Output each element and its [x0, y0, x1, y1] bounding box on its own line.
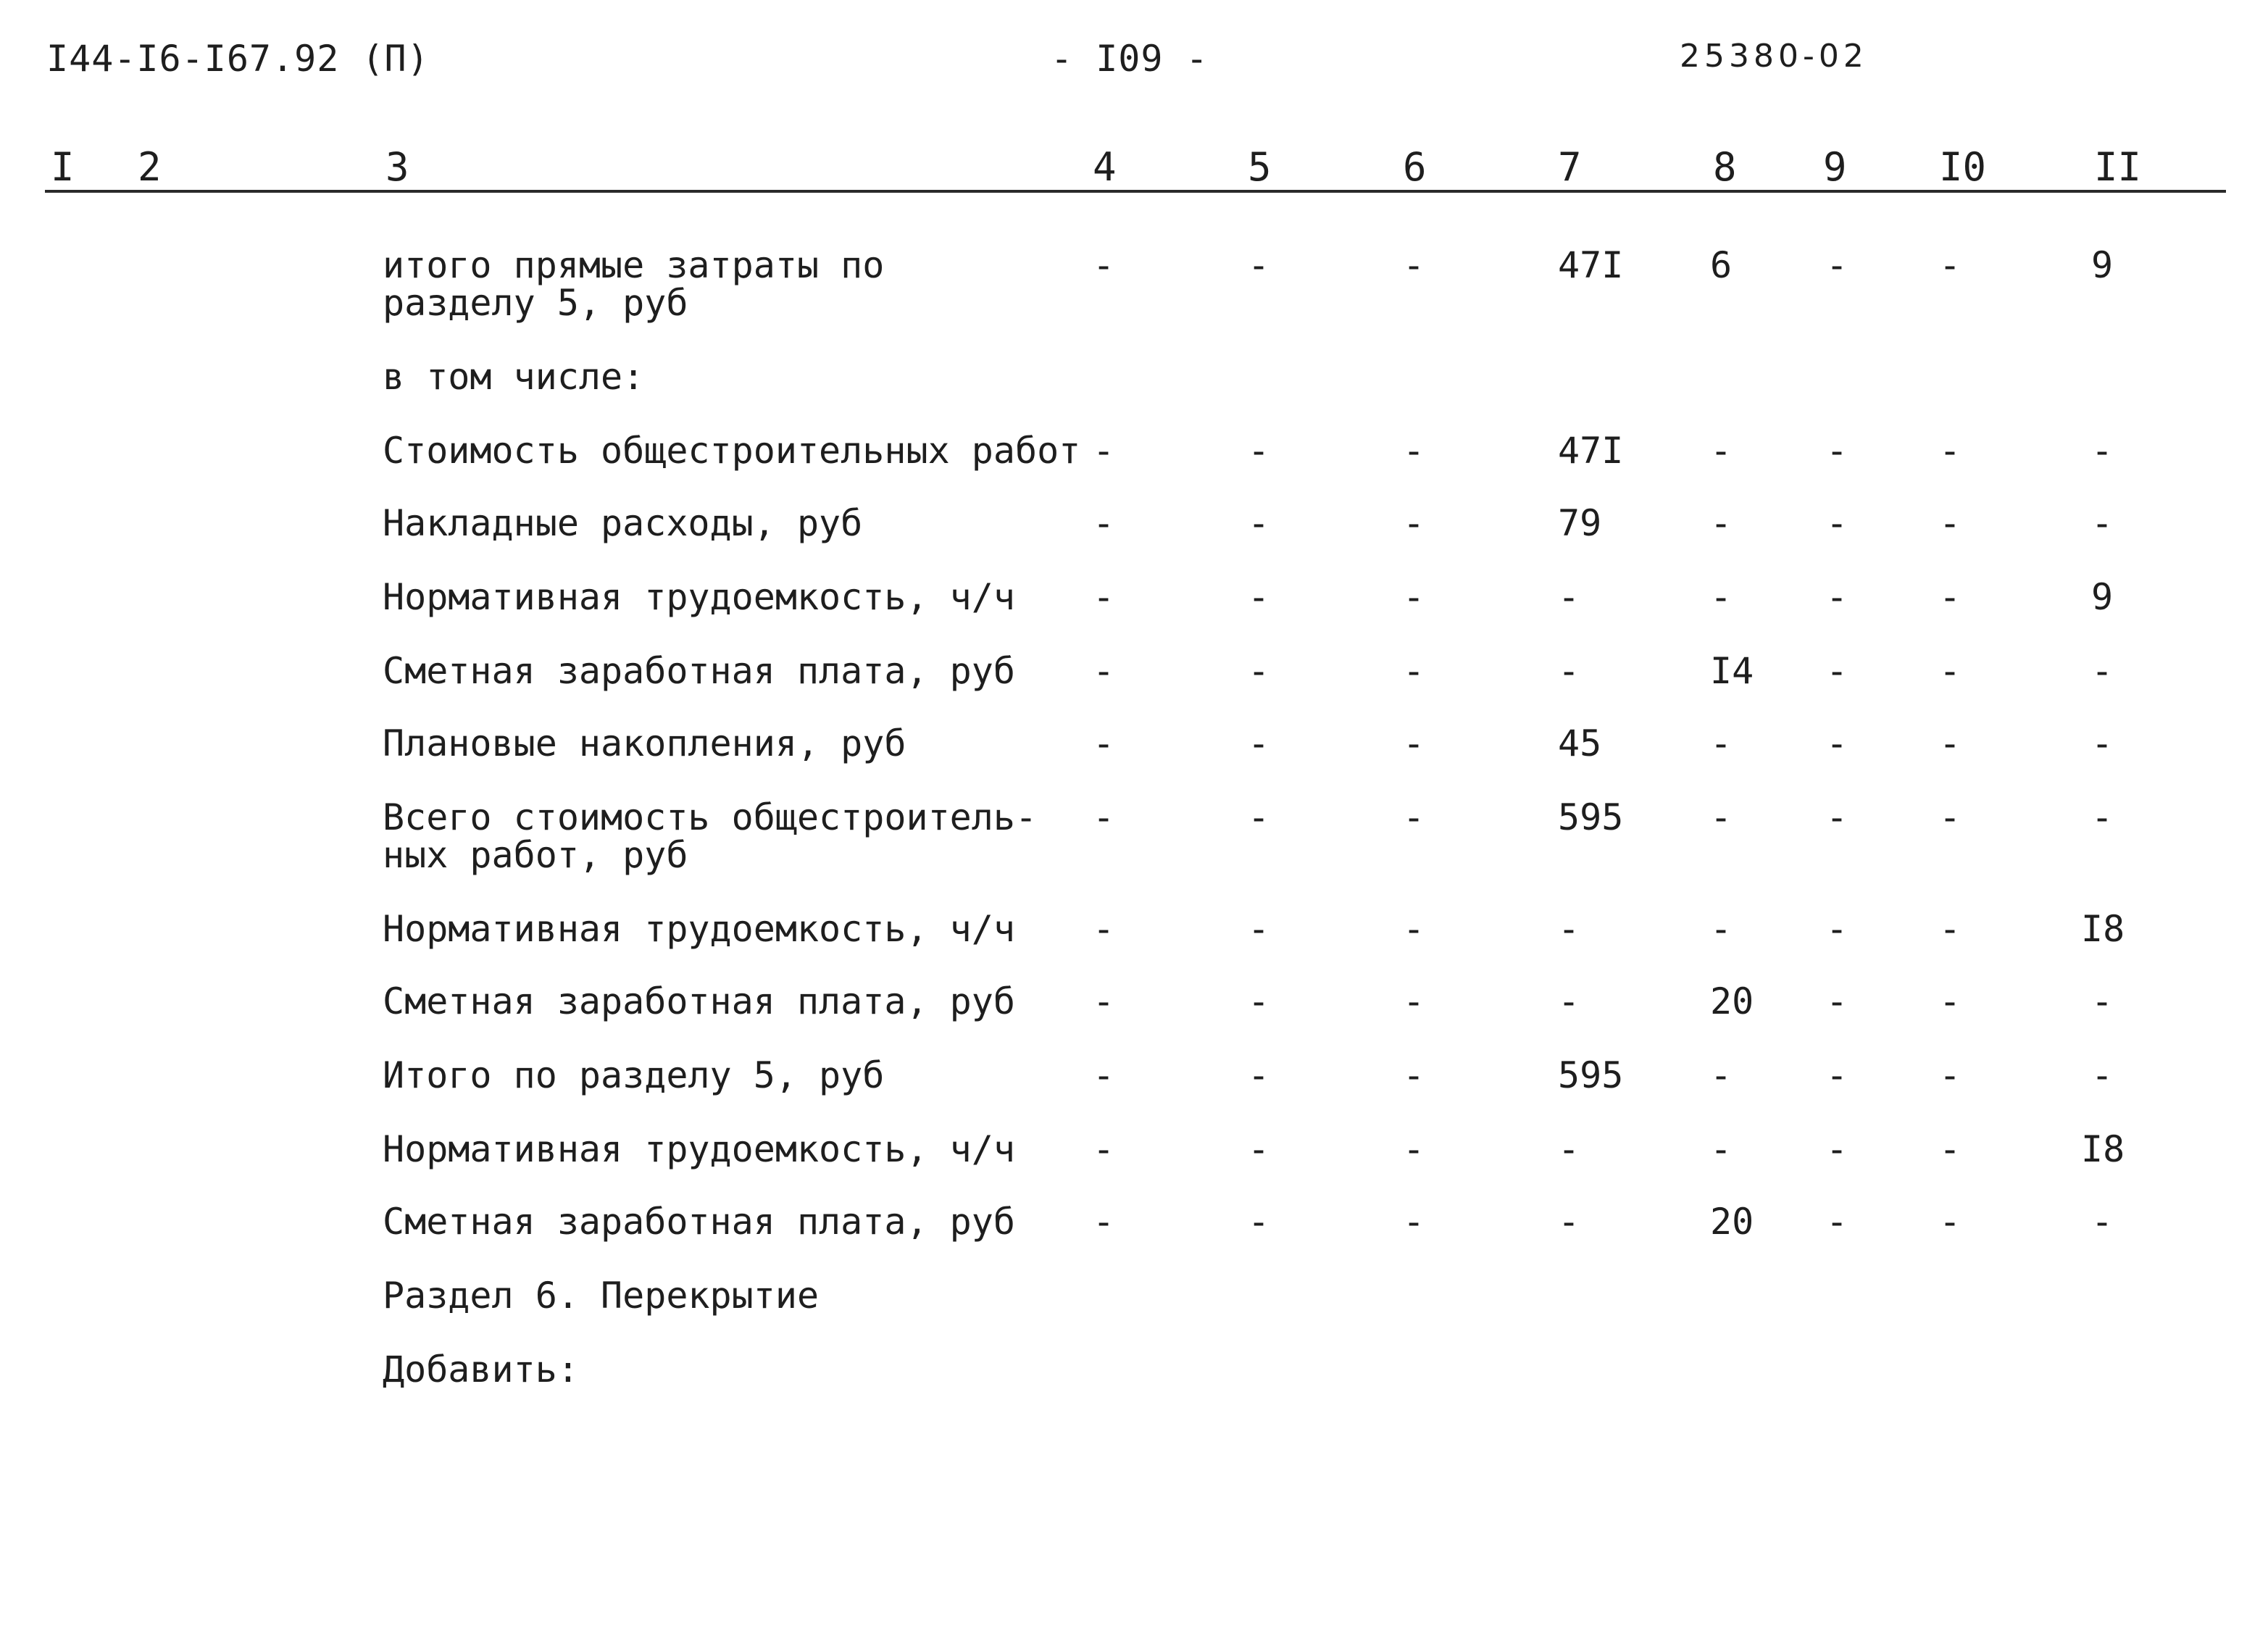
cell-col-7: 47I [1558, 244, 1624, 286]
row-label: Итого по разделу 5, руб [383, 1054, 885, 1096]
cell-col-8: - [1710, 796, 1733, 838]
row-label: Стоимость общестроительных работ [383, 430, 1081, 472]
cell-col-11: - [2091, 980, 2114, 1022]
cell-col-11: 9 [2091, 244, 2114, 286]
cell-col-8: 20 [1710, 1201, 1754, 1243]
cell-col-4: - [1093, 650, 1115, 692]
cell-col-11: - [2091, 502, 2114, 544]
cell-col-8: - [1710, 430, 1733, 472]
cell-col-9: - [1826, 722, 1848, 764]
cell-col-7: 45 [1558, 722, 1602, 764]
cell-col-4: - [1093, 576, 1115, 618]
cell-col-5: - [1248, 980, 1270, 1022]
cell-col-4: - [1093, 1128, 1115, 1170]
cell-col-10: - [1939, 502, 1961, 544]
column-header-1: I [51, 144, 75, 190]
page-number: - I09 - [1051, 38, 1209, 80]
cell-col-11: - [2091, 1054, 2114, 1096]
cell-col-8: - [1710, 1128, 1733, 1170]
cell-col-8: 6 [1710, 244, 1733, 286]
row-label: Накладные расходы, руб [383, 502, 863, 544]
cell-col-7: 595 [1558, 796, 1624, 838]
cell-col-6: - [1403, 1054, 1425, 1096]
cell-col-4: - [1093, 908, 1115, 950]
row-label: Нормативная трудоемкость, ч/ч [383, 576, 1015, 618]
cell-col-11: - [2091, 430, 2114, 472]
cell-col-7: - [1558, 1201, 1580, 1243]
cell-col-9: - [1826, 980, 1848, 1022]
cell-col-9: - [1826, 908, 1848, 950]
cell-col-7: - [1558, 650, 1580, 692]
cell-col-7: - [1558, 576, 1580, 618]
cell-col-10: - [1939, 722, 1961, 764]
cell-col-7: - [1558, 980, 1580, 1022]
column-header-6: 6 [1403, 144, 1427, 190]
row-label: в том числе: [383, 356, 645, 398]
cell-col-4: - [1093, 722, 1115, 764]
cell-col-4: - [1093, 502, 1115, 544]
row-label: Сметная заработная плата, руб [383, 650, 1015, 692]
cell-col-6: - [1403, 576, 1425, 618]
cell-col-10: - [1939, 1054, 1961, 1096]
cell-col-11: - [2091, 796, 2114, 838]
cell-col-11: - [2091, 650, 2114, 692]
cell-col-6: - [1403, 430, 1425, 472]
cell-col-4: - [1093, 244, 1115, 286]
cell-col-9: - [1826, 1054, 1848, 1096]
cell-col-5: - [1248, 502, 1270, 544]
cell-col-9: - [1826, 430, 1848, 472]
cell-col-5: - [1248, 796, 1270, 838]
document-id: I44-I6-I67.92 (П) [46, 38, 430, 80]
cell-col-9: - [1826, 244, 1848, 286]
cell-col-7: 79 [1558, 502, 1602, 544]
cell-col-10: - [1939, 980, 1961, 1022]
row-label: Плановые накопления, руб [383, 722, 906, 764]
cell-col-4: - [1093, 796, 1115, 838]
cell-col-6: - [1403, 908, 1425, 950]
cell-col-8: - [1710, 1054, 1733, 1096]
row-label: Всего стоимость общестроитель- ных работ, руб [383, 796, 1038, 876]
cell-col-5: - [1248, 908, 1270, 950]
cell-col-7: 595 [1558, 1054, 1624, 1096]
row-label: Нормативная трудоемкость, ч/ч [383, 1128, 1015, 1170]
cell-col-9: - [1826, 1128, 1848, 1170]
cell-col-8: - [1710, 576, 1733, 618]
cell-col-6: - [1403, 1201, 1425, 1243]
cell-col-4: - [1093, 980, 1115, 1022]
cell-col-10: - [1939, 576, 1961, 618]
archive-stamp: 25380-02 [1680, 38, 1868, 75]
column-header-4: 4 [1093, 144, 1117, 190]
cell-col-10: - [1939, 796, 1961, 838]
cell-col-11: I8 [2081, 908, 2125, 950]
cell-col-8: 20 [1710, 980, 1754, 1022]
cell-col-4: - [1093, 1054, 1115, 1096]
cell-col-5: - [1248, 1054, 1270, 1096]
cell-col-10: - [1939, 244, 1961, 286]
column-header-5: 5 [1248, 144, 1272, 190]
cell-col-9: - [1826, 576, 1848, 618]
cell-col-5: - [1248, 244, 1270, 286]
column-header-11: II [2094, 144, 2142, 190]
cell-col-6: - [1403, 980, 1425, 1022]
cell-col-10: - [1939, 650, 1961, 692]
subheading: Добавить: [383, 1348, 579, 1391]
cell-col-5: - [1248, 430, 1270, 472]
column-header-2: 2 [138, 144, 162, 190]
cell-col-5: - [1248, 722, 1270, 764]
cell-col-4: - [1093, 430, 1115, 472]
cell-col-10: - [1939, 1201, 1961, 1243]
cell-col-11: - [2091, 1201, 2114, 1243]
cell-col-11: - [2091, 722, 2114, 764]
column-header-8: 8 [1713, 144, 1737, 190]
cell-col-9: - [1826, 796, 1848, 838]
cell-col-8: I4 [1710, 650, 1754, 692]
cell-col-6: - [1403, 502, 1425, 544]
column-header-9: 9 [1823, 144, 1847, 190]
cell-col-6: - [1403, 722, 1425, 764]
cell-col-7: 47I [1558, 430, 1624, 472]
cell-col-5: - [1248, 650, 1270, 692]
cell-col-6: - [1403, 244, 1425, 286]
row-label: Нормативная трудоемкость, ч/ч [383, 908, 1015, 950]
column-header-3: 3 [385, 144, 409, 190]
cell-col-9: - [1826, 1201, 1848, 1243]
cell-col-4: - [1093, 1201, 1115, 1243]
cell-col-6: - [1403, 796, 1425, 838]
cell-col-8: - [1710, 502, 1733, 544]
cell-col-6: - [1403, 1128, 1425, 1170]
row-label: итого прямые затраты по разделу 5, руб [383, 244, 885, 324]
row-label: Сметная заработная плата, руб [383, 1201, 1015, 1243]
cell-col-8: - [1710, 722, 1733, 764]
cell-col-7: - [1558, 908, 1580, 950]
cell-col-7: - [1558, 1128, 1580, 1170]
column-header-7: 7 [1558, 144, 1582, 190]
cell-col-5: - [1248, 576, 1270, 618]
cell-col-6: - [1403, 650, 1425, 692]
section-heading: Раздел 6. Перекрытие [383, 1275, 820, 1317]
cell-col-10: - [1939, 430, 1961, 472]
column-header-10: I0 [1939, 144, 1987, 190]
cell-col-11: I8 [2081, 1128, 2125, 1170]
cell-col-9: - [1826, 650, 1848, 692]
cell-col-10: - [1939, 1128, 1961, 1170]
cell-col-11: 9 [2091, 576, 2114, 618]
cell-col-5: - [1248, 1128, 1270, 1170]
cell-col-9: - [1826, 502, 1848, 544]
row-label: Сметная заработная плата, руб [383, 980, 1015, 1022]
cell-col-8: - [1710, 908, 1733, 950]
cell-col-5: - [1248, 1201, 1270, 1243]
cell-col-10: - [1939, 908, 1961, 950]
